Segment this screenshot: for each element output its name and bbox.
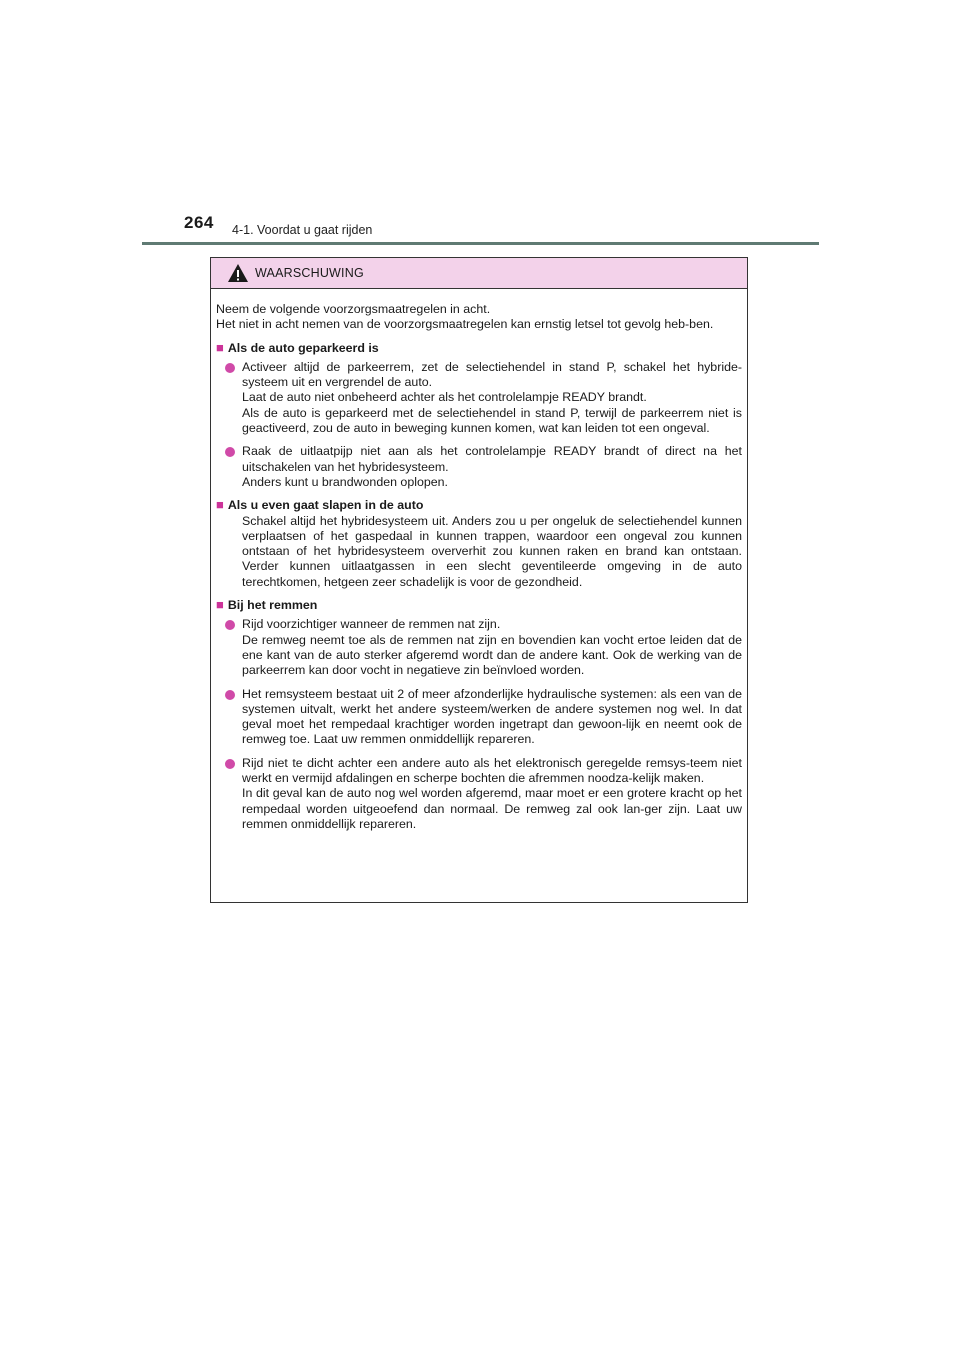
bullet-text: Als de auto is geparkeerd met de selectiehendel in stand P, terwijl de parkeerrem niet is geactiveerd, zou de auto in beweging kunnen komen, wat kan leiden tot een ongeval. [242,405,742,436]
circle-bullet-icon [225,447,235,457]
list-item [242,360,742,436]
warning-box [210,257,748,903]
bullet-text: Het remsysteem bestaat uit 2 of meer afzonderlijke hydraulische systemen: als een van de systemen uitvalt, werkt het andere systeem/werken de andere systemen nog wel. In dat geval moet het rempedaal krachtiger worden ingetrapt dan gewoon-lijk en neemt ook de remweg toe. Laat uw remmen onmiddellijk repareren. [242,686,742,747]
section-heading [216,340,742,356]
warning-intro [216,302,742,333]
list-item [242,687,742,748]
section-braking [216,597,742,832]
bullet-text: In dit geval kan de auto nog wel worden afgeremd, maar moet er een grotere kracht op het rempedaal worden uitgeoefend dan normaal. De remweg zal ook lan-ger zijn. Laat uw remmen onmiddellijk repareren. [242,786,742,831]
warning-triangle-icon [227,263,249,283]
bullet-text: Rijd niet te dicht achter een andere auto als het elektronisch geregelde remsys-teem niet werkt en vermijd afdalingen en scherpe bochten die afremmen noodza-kelijk maken. [242,755,742,786]
section-text [242,514,742,590]
square-bullet-icon: ■ [216,339,224,355]
section-heading-text: Bij het remmen [227,598,318,613]
list-item [242,617,742,678]
warning-label: WAARSCHUWING [255,266,364,280]
section-heading [216,597,742,613]
section-heading-text: Als de auto geparkeerd is [227,340,379,355]
bullet-text: Raak de uitlaatpijp niet aan als het controlelampje READY brandt of direct na het uitschakelen van het hybridesysteem. [242,444,742,474]
section-paragraph: Schakel altijd het hybridesysteem uit. Anders zou u per ongeluk de selectiehendel kunnen verplaatsen of het gaspedaal in kunnen trappen, waardoor een ongeval zou kunnen ontstaan of het hybridesysteem oververhit zou kunnen raken en brand kan ontstaan. Verder kunnen uitlaatgassen in een slecht geventileerde omgeving in de auto terechtkomen, hetgeen zeer schadelijk is voor de gezondheid. [242,513,742,589]
bullet-text: Anders kunt u brandwonden oplopen. [242,474,448,489]
circle-bullet-icon [225,363,235,373]
page-number: 264 [184,213,214,232]
page-header [0,0,960,250]
intro-line: Het niet in acht nemen van de voorzorgsmaatregelen kan ernstig letsel tot gevolg heb-ben. [216,317,714,332]
circle-bullet-icon [225,690,235,700]
intro-line: Neem de volgende voorzorgsmaatregelen in acht. [216,302,491,316]
section-heading-text: Als u even gaat slapen in de auto [227,498,424,513]
section-parked [216,340,742,491]
list-item [242,756,742,832]
header-divider [142,242,819,245]
bullet-text: Rijd voorzichtiger wanneer de remmen nat zijn. [242,617,501,632]
warning-body [211,289,747,832]
warning-header [211,258,747,289]
section-title: 4-1. Voordat u gaat rijden [232,223,373,237]
square-bullet-icon: ■ [216,597,224,613]
circle-bullet-icon [225,620,235,630]
list-item [242,444,742,490]
circle-bullet-icon [225,759,235,769]
section-sleeping [216,497,742,590]
bullet-text: Laat de auto niet onbeheerd achter als het controlelampje READY brandt. [242,390,647,405]
bullet-text: De remweg neemt toe als de remmen nat zijn en bovendien kan vocht ertoe leiden dat de ene kant van de auto sterker afgeremd wordt dan de andere kant. Ook de werking van de parkeerrem kan door vocht in negatieve zin beïnvloed worden. [242,632,742,678]
section-heading [216,497,742,513]
bullet-text: Activeer altijd de parkeerrem, zet de selectiehendel in stand P, schakel het hybride-systeem uit en vergrendel de auto. [242,359,742,390]
square-bullet-icon: ■ [216,497,224,513]
